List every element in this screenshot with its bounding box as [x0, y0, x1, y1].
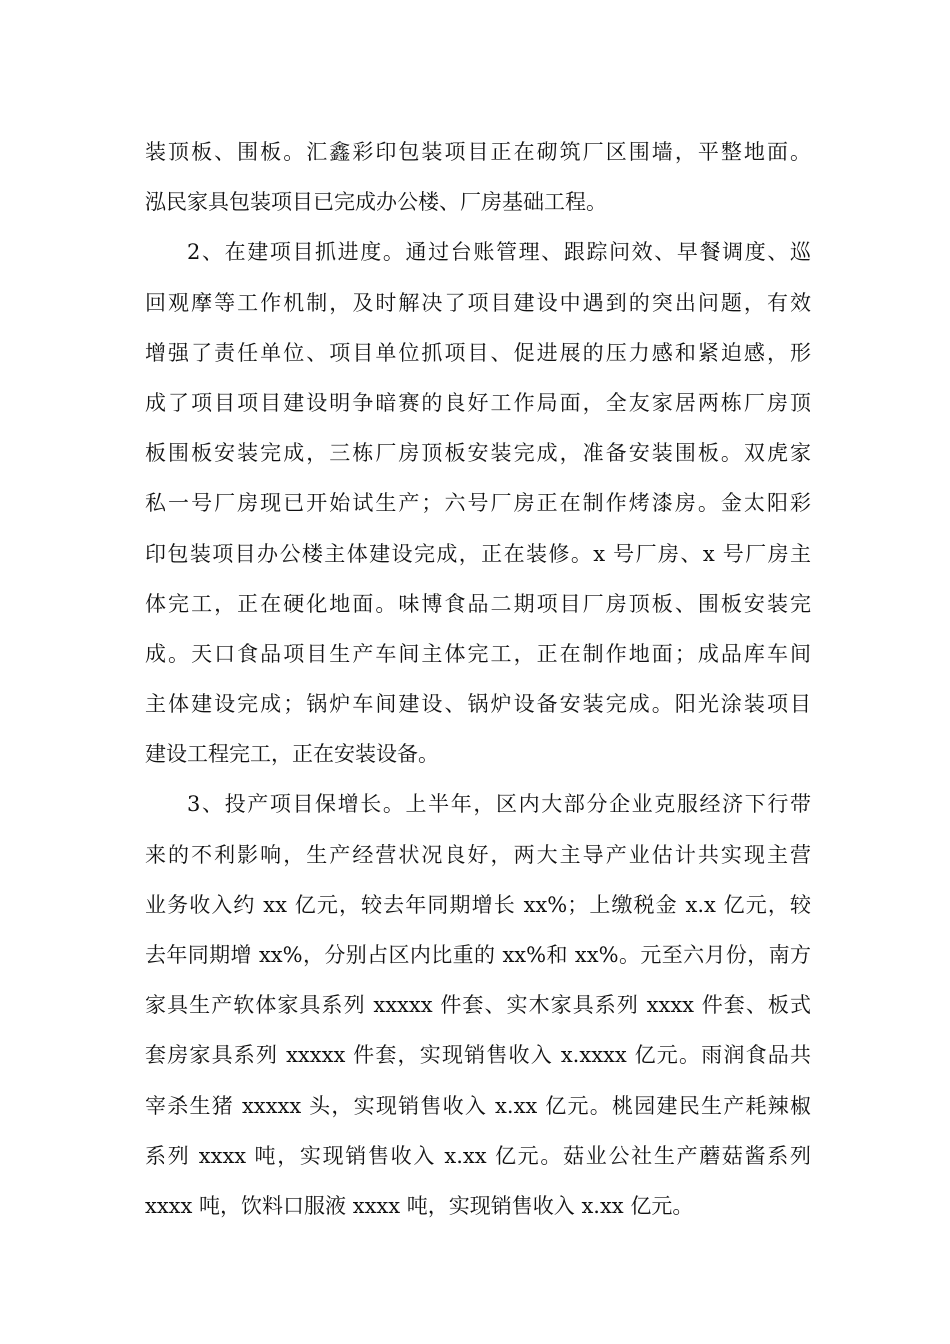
text-line: 套房家具系列 xxxxx 件套，实现销售收入 x.xxxx 亿元。雨润食品共 — [145, 1043, 811, 1068]
text-line: 主体建设完成；锅炉车间建设、锅炉设备安装完成。阳光涂装项目 — [145, 692, 811, 717]
text-line: xxxx 吨，饮料口服液 xxxx 吨，实现销售收入 x.xx 亿元。 — [145, 1193, 694, 1218]
text-line: 业务收入约 xx 亿元，较去年同期增长 xx%；上缴税金 x.x 亿元，较 — [145, 892, 811, 917]
text-line: 家具生产软体家具系列 xxxxx 件套、实木家具系列 xxxx 件套、板式 — [145, 993, 811, 1018]
text-line: 来的不利影响，生产经营状况良好，两大主导产业估计共实现主营 — [145, 842, 811, 867]
paragraph-3-heading-line: 3、投产项目保增长。上半年，区内大部分企业克服经济下行带 — [187, 792, 811, 817]
text-line: 泓民家具包装项目已完成办公楼、厂房基础工程。 — [145, 190, 607, 215]
text-line: 系列 xxxx 吨，实现销售收入 x.xx 亿元。菇业公社生产蘑菇酱系列 — [145, 1143, 811, 1168]
text-line: 宰杀生猪 xxxxx 头，实现销售收入 x.xx 亿元。桃园建民生产耗辣椒 — [145, 1093, 811, 1118]
text-line: 成了项目项目建设明争暗赛的良好工作局面，全友家居两栋厂房顶 — [145, 390, 811, 415]
text-line: 板围板安装完成，三栋厂房顶板安装完成，准备安装围板。双虎家 — [145, 441, 811, 466]
text-line: 回观摩等工作机制，及时解决了项目建设中遇到的突出问题，有效 — [145, 290, 811, 315]
text-line: 体完工，正在硬化地面。味博食品二期项目厂房顶板、围板安装完 — [145, 591, 811, 616]
text-line: 私一号厂房现已开始试生产；六号厂房正在制作烤漆房。金太阳彩 — [145, 491, 811, 516]
body-text — [145, 127, 811, 1231]
text-line: 成。天口食品项目生产车间主体完工，正在制作地面；成品库车间 — [145, 641, 811, 666]
text-line: 建设工程完工，正在安装设备。 — [145, 742, 439, 767]
paragraph-2-heading-line: 2、在建项目抓进度。通过台账管理、跟踪问效、早餐调度、巡 — [187, 240, 811, 265]
text-line: 增强了责任单位、项目单位抓项目、促进展的压力感和紧迫感，形 — [145, 340, 811, 365]
text-line: 印包装项目办公楼主体建设完成，正在装修。x 号厂房、x 号厂房主 — [145, 541, 811, 566]
text-line: 装顶板、围板。汇鑫彩印包装项目正在砌筑厂区围墙，平整地面。 — [145, 140, 811, 164]
text-line: 去年同期增 xx%，分别占区内比重的 xx%和 xx%。元至六月份，南方 — [145, 943, 811, 967]
